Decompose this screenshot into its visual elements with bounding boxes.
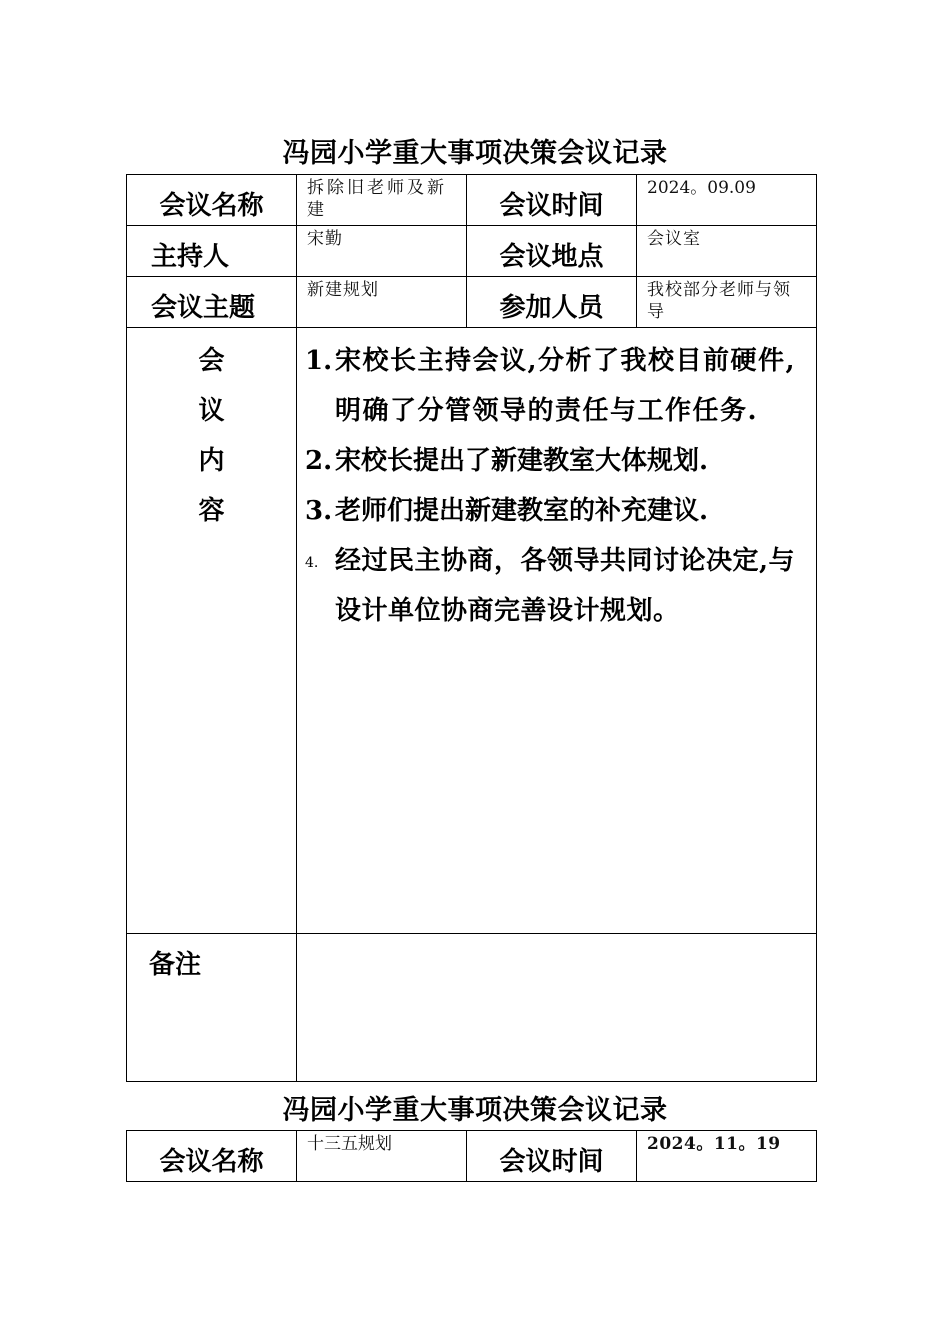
attendees-value: 我校部分老师与领导 xyxy=(637,277,817,328)
meeting-name-value: 拆除旧老师及新建 xyxy=(297,175,467,226)
content-item-number: 2. xyxy=(305,446,333,476)
meeting-name-value-2: 十三五规划 xyxy=(297,1131,467,1182)
meeting-content-label xyxy=(127,328,297,934)
meeting-time-value: 2024。09.09 xyxy=(637,175,817,226)
meeting-topic-value: 新建规划 xyxy=(297,277,467,328)
meeting-record-table xyxy=(126,174,817,1082)
content-item-text: 宋校长主持会议,分析了我校目前硬件,明确了分管领导的责任与工作任务. xyxy=(335,346,797,426)
content-label-char: 内 xyxy=(198,446,225,476)
page-title: 冯园小学重大事项决策会议记录 xyxy=(282,138,668,169)
content-item-text: 老师们提出新建教室的补充建议. xyxy=(335,496,709,526)
second-page-title: 冯园小学重大事项决策会议记录 xyxy=(282,1095,668,1126)
meeting-place-label: 会议地点 xyxy=(467,226,637,277)
meeting-time-label: 会议时间 xyxy=(467,175,637,226)
content-item xyxy=(305,486,810,536)
meeting-content-list xyxy=(297,328,817,934)
content-label-char: 容 xyxy=(198,496,225,526)
content-item xyxy=(305,336,810,436)
content-item xyxy=(305,436,810,486)
content-item-number: 4. xyxy=(305,555,319,571)
remarks-label: 备注 xyxy=(127,934,297,1082)
remarks-value xyxy=(297,934,817,1082)
meeting-name-label-2: 会议名称 xyxy=(127,1131,297,1182)
meeting-record-table-2 xyxy=(126,1130,817,1182)
content-item-text: 宋校长提出了新建教室大体规划. xyxy=(335,446,709,476)
host-value: 宋勤 xyxy=(297,226,467,277)
content-item-number: 1. xyxy=(305,346,333,376)
meeting-place-value: 会议室 xyxy=(637,226,817,277)
content-label-char: 议 xyxy=(198,396,225,426)
meeting-topic-label: 会议主题 xyxy=(127,277,297,328)
host-label: 主持人 xyxy=(127,226,297,277)
content-item xyxy=(305,536,810,636)
content-item-number: 3. xyxy=(305,496,333,526)
attendees-label: 参加人员 xyxy=(467,277,637,328)
meeting-time-label-2: 会议时间 xyxy=(467,1131,637,1182)
meeting-name-label: 会议名称 xyxy=(127,175,297,226)
meeting-time-value-2: 2024。11。19 xyxy=(637,1131,817,1182)
content-item-text: 经过民主协商，各领导共同讨论决定,与设计单位协商完善设计规划。 xyxy=(335,546,796,626)
content-label-char: 会 xyxy=(198,346,225,376)
